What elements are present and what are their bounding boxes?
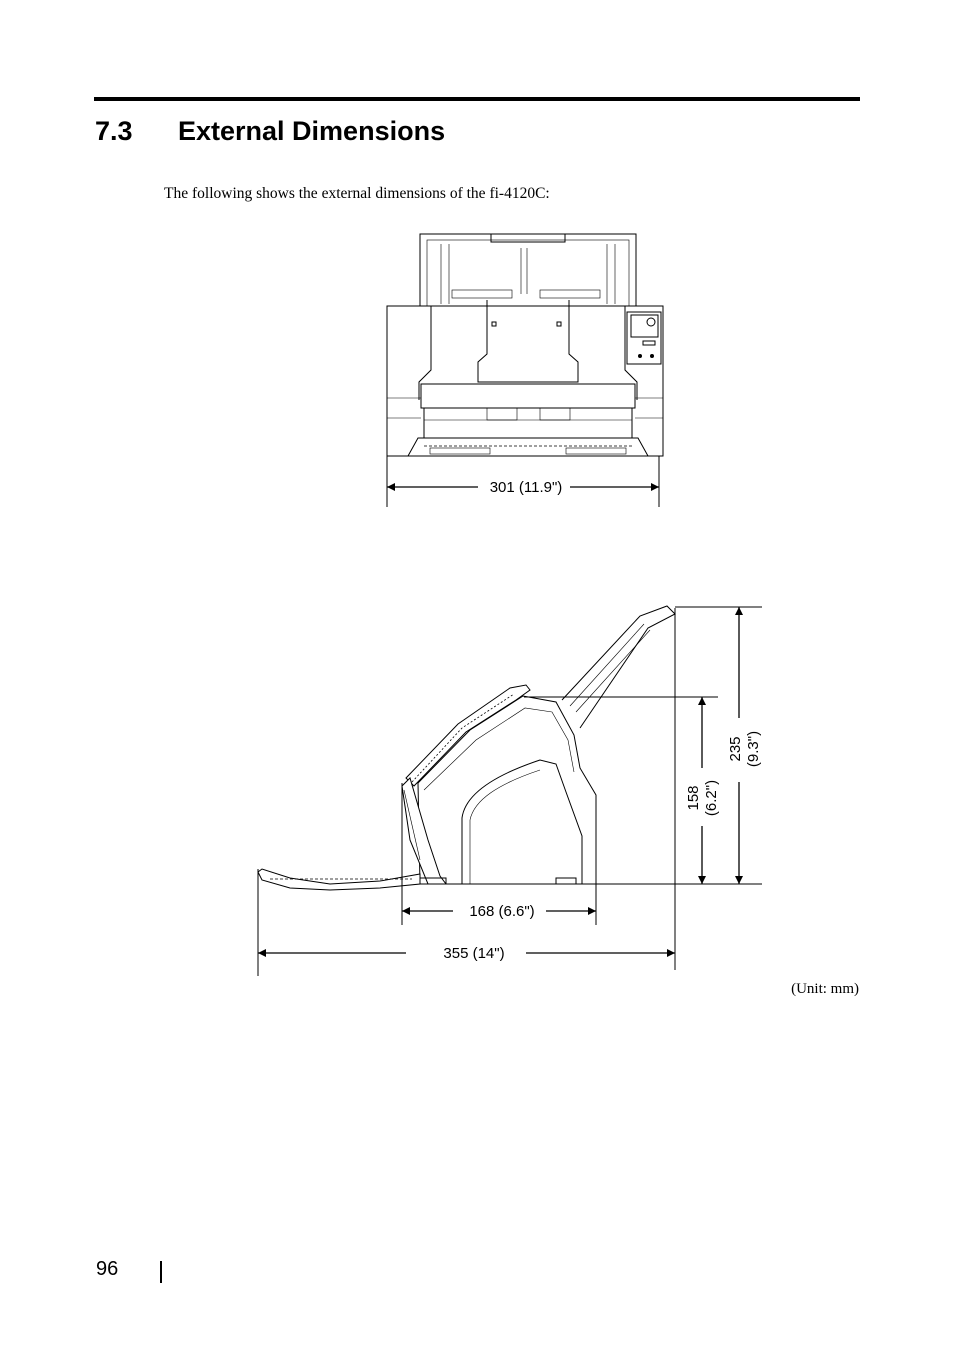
- total-depth-label: 355 (14"): [443, 945, 505, 962]
- section-title: External Dimensions: [178, 116, 446, 146]
- unit-note: (Unit: mm): [791, 981, 859, 997]
- total-height-value: 235: [727, 736, 744, 762]
- section-number: 7.3: [95, 116, 133, 146]
- body-height-value: 158: [685, 785, 702, 811]
- front-view-scanner-drawing: [387, 234, 663, 507]
- front-width-label: 301 (11.9"): [489, 479, 563, 496]
- body-height-inch: (6.2"): [703, 779, 720, 817]
- footer-separator: [160, 1261, 162, 1283]
- intro-paragraph: The following shows the external dimensions of the fi-4120C:: [164, 185, 550, 202]
- total-height-inch: (9.3"): [745, 730, 762, 768]
- page-number: 96: [96, 1258, 119, 1280]
- base-depth-label: 168 (6.6"): [469, 903, 535, 920]
